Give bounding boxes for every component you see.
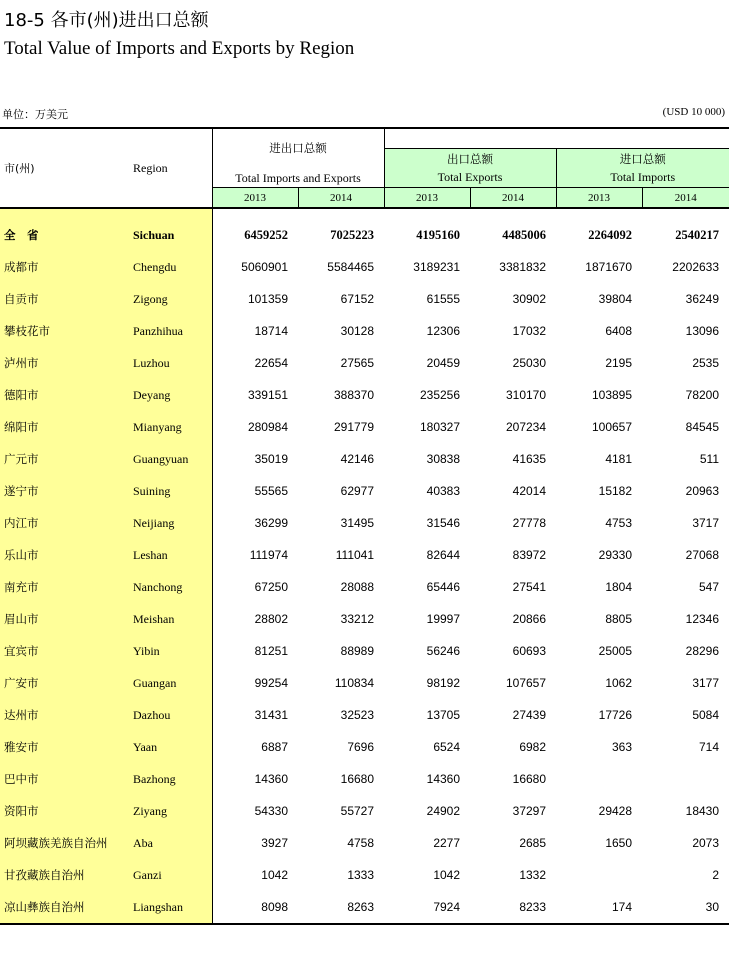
row-value: 5584465 — [327, 260, 375, 274]
row-value: 2540217 — [675, 227, 720, 242]
row-value: 17726 — [598, 708, 633, 722]
row-value: 27541 — [512, 580, 547, 594]
table-row — [0, 667, 729, 699]
row-region-en: Luzhou — [129, 347, 212, 379]
header-region: Region — [129, 128, 212, 207]
row-value: 1042 — [433, 868, 461, 882]
row-value: 1650 — [605, 836, 633, 850]
row-value: 363 — [611, 740, 633, 754]
row-value: 12306 — [426, 324, 461, 338]
row-region-en: Nanchong — [129, 571, 212, 603]
row-region-en: Dazhou — [129, 699, 212, 731]
row-value: 3177 — [692, 676, 720, 690]
row-value: 29330 — [598, 548, 633, 562]
row-value: 31546 — [426, 516, 461, 530]
header-name: 市(州) — [0, 128, 129, 207]
row-value: 20963 — [685, 484, 720, 498]
table-row — [0, 571, 729, 603]
row-value: 54330 — [212, 795, 298, 827]
row-value: 2202633 — [672, 260, 720, 274]
row-name-cn: 眉山市 — [0, 603, 129, 635]
row-value: 67152 — [340, 292, 375, 306]
data-table — [0, 127, 729, 925]
row-value: 291779 — [333, 420, 375, 434]
row-value: 3189231 — [413, 260, 461, 274]
row-value: 27068 — [685, 548, 720, 562]
header-exports — [384, 149, 556, 188]
row-name-cn: 遂宁市 — [0, 475, 129, 507]
row-region-en: Mianyang — [129, 411, 212, 443]
table-row — [0, 827, 729, 859]
row-value: 5060901 — [212, 251, 298, 283]
row-value: 2535 — [692, 356, 720, 370]
row-name-cn: 资阳市 — [0, 795, 129, 827]
header-total — [212, 128, 384, 188]
row-value: 16680 — [340, 772, 375, 786]
page-title-cn: 18-5 各市(州)进出口总额 — [4, 10, 209, 31]
row-value: 2 — [712, 868, 720, 882]
row-value: 27778 — [512, 516, 547, 530]
row-name-cn: 德阳市 — [0, 379, 129, 411]
table-row — [0, 699, 729, 731]
row-value: 2073 — [692, 836, 720, 850]
header-blank — [384, 128, 729, 149]
row-value: 4485006 — [502, 227, 547, 242]
row-name-cn: 巴中市 — [0, 763, 129, 795]
row-value: 7025223 — [330, 227, 375, 242]
header-year: 2013 — [556, 188, 642, 208]
page-title-en: Total Value of Imports and Exports by Region — [4, 38, 355, 59]
row-name-cn: 乐山市 — [0, 539, 129, 571]
row-region-en: Zigong — [129, 283, 212, 315]
row-value: 15182 — [598, 484, 633, 498]
row-value: 1333 — [347, 868, 375, 882]
row-value: 28296 — [685, 644, 720, 658]
table-row — [0, 891, 729, 924]
row-value: 8233 — [470, 891, 556, 924]
row-value: 16680 — [512, 772, 547, 786]
header-total-en: Total Imports and Exports — [235, 171, 361, 185]
row-value: 4195160 — [416, 227, 461, 242]
row-value: 180327 — [419, 420, 461, 434]
row-value: 7696 — [347, 740, 375, 754]
row-value: 60693 — [512, 644, 547, 658]
row-value: 511 — [699, 452, 720, 466]
row-region-en: Guangyuan — [129, 443, 212, 475]
header-year: 2013 — [212, 188, 298, 208]
row-value: 36299 — [212, 507, 298, 539]
row-name-cn: 广安市 — [0, 667, 129, 699]
row-value: 2277 — [433, 836, 461, 850]
row-value: 207234 — [505, 420, 547, 434]
row-value — [556, 859, 642, 891]
row-value: 547 — [698, 580, 720, 594]
row-region-en: Yaan — [129, 731, 212, 763]
row-region-en: Aba — [129, 827, 212, 859]
table-row — [0, 475, 729, 507]
row-value: 1042 — [212, 859, 298, 891]
row-name-cn: 南充市 — [0, 571, 129, 603]
row-value: 30 — [642, 891, 729, 924]
header-exports-cn: 出口总额 — [447, 152, 494, 166]
row-value: 17032 — [512, 324, 547, 338]
unit-label-en: (USD 10 000) — [662, 106, 725, 118]
table-row — [0, 347, 729, 379]
row-value: 8805 — [605, 612, 633, 626]
table-row — [0, 731, 729, 763]
row-value: 30838 — [426, 452, 461, 466]
row-value: 25030 — [512, 356, 547, 370]
row-value: 100657 — [591, 420, 633, 434]
row-region-en: Panzhihua — [129, 315, 212, 347]
row-value: 1062 — [605, 676, 633, 690]
table-row — [0, 859, 729, 891]
row-name-cn: 内江市 — [0, 507, 129, 539]
row-value: 29428 — [598, 804, 633, 818]
row-region-en: Deyang — [129, 379, 212, 411]
header-year: 2014 — [470, 188, 556, 208]
row-region-en: Ziyang — [129, 795, 212, 827]
row-value: 1871670 — [585, 260, 633, 274]
row-region-en: Ganzi — [129, 859, 212, 891]
row-region-en: Sichuan — [129, 219, 212, 251]
row-value: 42146 — [340, 452, 375, 466]
row-value: 83972 — [512, 548, 547, 562]
row-value — [642, 763, 729, 795]
table-row — [0, 603, 729, 635]
table-row — [0, 763, 729, 795]
unit-label-cn: 单位：万美元 — [2, 108, 68, 121]
table-row — [0, 539, 729, 571]
row-name-cn: 甘孜藏族自治州 — [0, 859, 129, 891]
row-value: 6982 — [519, 740, 547, 754]
row-value: 388370 — [333, 388, 375, 402]
row-value: 13705 — [426, 708, 461, 722]
row-value: 55727 — [340, 804, 375, 818]
row-region-en: Meishan — [129, 603, 212, 635]
row-value: 81251 — [212, 635, 298, 667]
row-value: 25005 — [598, 644, 633, 658]
row-value: 2685 — [519, 836, 547, 850]
row-value: 30902 — [512, 292, 547, 306]
row-value: 20866 — [512, 612, 547, 626]
row-value: 82644 — [426, 548, 461, 562]
row-name-cn: 自贡市 — [0, 283, 129, 315]
row-name-cn: 成都市 — [0, 251, 129, 283]
row-value: 107657 — [505, 676, 547, 690]
row-value: 98192 — [426, 676, 461, 690]
row-name-cn: 雅安市 — [0, 731, 129, 763]
header-year: 2014 — [298, 188, 384, 208]
table-row — [0, 251, 729, 283]
row-value: 14360 — [426, 772, 461, 786]
table-row — [0, 315, 729, 347]
header-total-cn: 进出口总额 — [269, 141, 327, 155]
row-value: 55565 — [212, 475, 298, 507]
row-value: 1804 — [605, 580, 633, 594]
row-value: 41635 — [512, 452, 547, 466]
row-region-en: Chengdu — [129, 251, 212, 283]
table-row — [0, 795, 729, 827]
row-value: 339151 — [212, 379, 298, 411]
row-region-en: Liangshan — [129, 891, 212, 924]
row-name-cn: 宜宾市 — [0, 635, 129, 667]
row-value: 37297 — [512, 804, 547, 818]
row-value: 7924 — [384, 891, 470, 924]
row-value: 27565 — [340, 356, 375, 370]
row-value — [556, 763, 642, 795]
row-value: 101359 — [212, 283, 298, 315]
row-region-en: Suining — [129, 475, 212, 507]
row-value: 12346 — [685, 612, 720, 626]
row-value: 30128 — [340, 324, 375, 338]
row-value: 8098 — [212, 891, 298, 924]
row-name-cn: 阿坝藏族羌族自治州 — [0, 827, 129, 859]
row-value: 19997 — [426, 612, 461, 626]
row-value: 714 — [698, 740, 720, 754]
row-value: 111974 — [212, 539, 298, 571]
row-value: 3381832 — [499, 260, 547, 274]
row-value: 88989 — [340, 644, 375, 658]
row-value: 6408 — [605, 324, 633, 338]
row-name-cn: 攀枝花市 — [0, 315, 129, 347]
row-name-cn: 全 省 — [0, 219, 129, 251]
row-value: 18714 — [212, 315, 298, 347]
row-value: 33212 — [340, 612, 375, 626]
header-year: 2013 — [384, 188, 470, 208]
row-value: 6887 — [212, 731, 298, 763]
row-region-en: Leshan — [129, 539, 212, 571]
row-value: 40383 — [426, 484, 461, 498]
row-value: 310170 — [505, 388, 547, 402]
row-value: 28088 — [340, 580, 375, 594]
row-value: 4753 — [605, 516, 633, 530]
row-value: 110834 — [334, 676, 375, 690]
row-value: 174 — [556, 891, 642, 924]
row-value: 3927 — [212, 827, 298, 859]
row-value: 111041 — [335, 548, 375, 562]
row-value: 35019 — [212, 443, 298, 475]
row-value: 14360 — [212, 763, 298, 795]
row-name-cn: 广元市 — [0, 443, 129, 475]
table-header — [0, 128, 729, 208]
table-row — [0, 379, 729, 411]
header-year: 2014 — [642, 188, 729, 208]
row-value: 78200 — [685, 388, 720, 402]
table-row — [0, 507, 729, 539]
row-name-cn: 绵阳市 — [0, 411, 129, 443]
row-value: 56246 — [426, 644, 461, 658]
row-value: 8263 — [298, 891, 384, 924]
header-imports — [556, 149, 729, 188]
row-name-cn: 泸州市 — [0, 347, 129, 379]
row-value: 4181 — [605, 452, 633, 466]
row-value: 42014 — [512, 484, 547, 498]
table-body — [0, 208, 729, 924]
row-value: 13096 — [685, 324, 720, 338]
row-value: 18430 — [685, 804, 720, 818]
row-value: 28802 — [212, 603, 298, 635]
row-region-en: Neijiang — [129, 507, 212, 539]
table-row — [0, 283, 729, 315]
row-value: 65446 — [426, 580, 461, 594]
row-name-cn: 凉山彝族自治州 — [0, 891, 129, 924]
row-value: 1332 — [519, 868, 547, 882]
row-region-en: Guangan — [129, 667, 212, 699]
row-value: 84545 — [685, 420, 720, 434]
row-value: 31495 — [340, 516, 375, 530]
row-value: 62977 — [340, 484, 375, 498]
table-row — [0, 443, 729, 475]
row-value: 22654 — [212, 347, 298, 379]
table-row — [0, 635, 729, 667]
row-value: 27439 — [512, 708, 547, 722]
row-value: 39804 — [598, 292, 633, 306]
row-value: 32523 — [340, 708, 375, 722]
table-row — [0, 219, 729, 251]
row-value: 5084 — [692, 708, 720, 722]
row-value: 235256 — [419, 388, 461, 402]
row-value: 31431 — [212, 699, 298, 731]
row-value: 61555 — [426, 292, 461, 306]
row-region-en: Yibin — [129, 635, 212, 667]
row-value: 99254 — [212, 667, 298, 699]
row-region-en: Bazhong — [129, 763, 212, 795]
row-value: 103895 — [591, 388, 633, 402]
row-value: 2264092 — [588, 227, 633, 242]
row-value: 20459 — [426, 356, 461, 370]
row-value: 280984 — [212, 411, 298, 443]
row-value: 6459252 — [212, 219, 298, 251]
header-imports-en: Total Imports — [610, 170, 676, 184]
header-exports-en: Total Exports — [437, 170, 503, 184]
row-value: 2195 — [605, 356, 633, 370]
row-value: 3717 — [692, 516, 720, 530]
row-name-cn: 达州市 — [0, 699, 129, 731]
table-row — [0, 411, 729, 443]
header-imports-cn: 进口总额 — [619, 152, 666, 166]
row-value: 24902 — [426, 804, 461, 818]
row-value: 4758 — [347, 836, 375, 850]
row-value: 67250 — [212, 571, 298, 603]
row-value: 6524 — [433, 740, 461, 754]
row-value: 36249 — [685, 292, 720, 306]
